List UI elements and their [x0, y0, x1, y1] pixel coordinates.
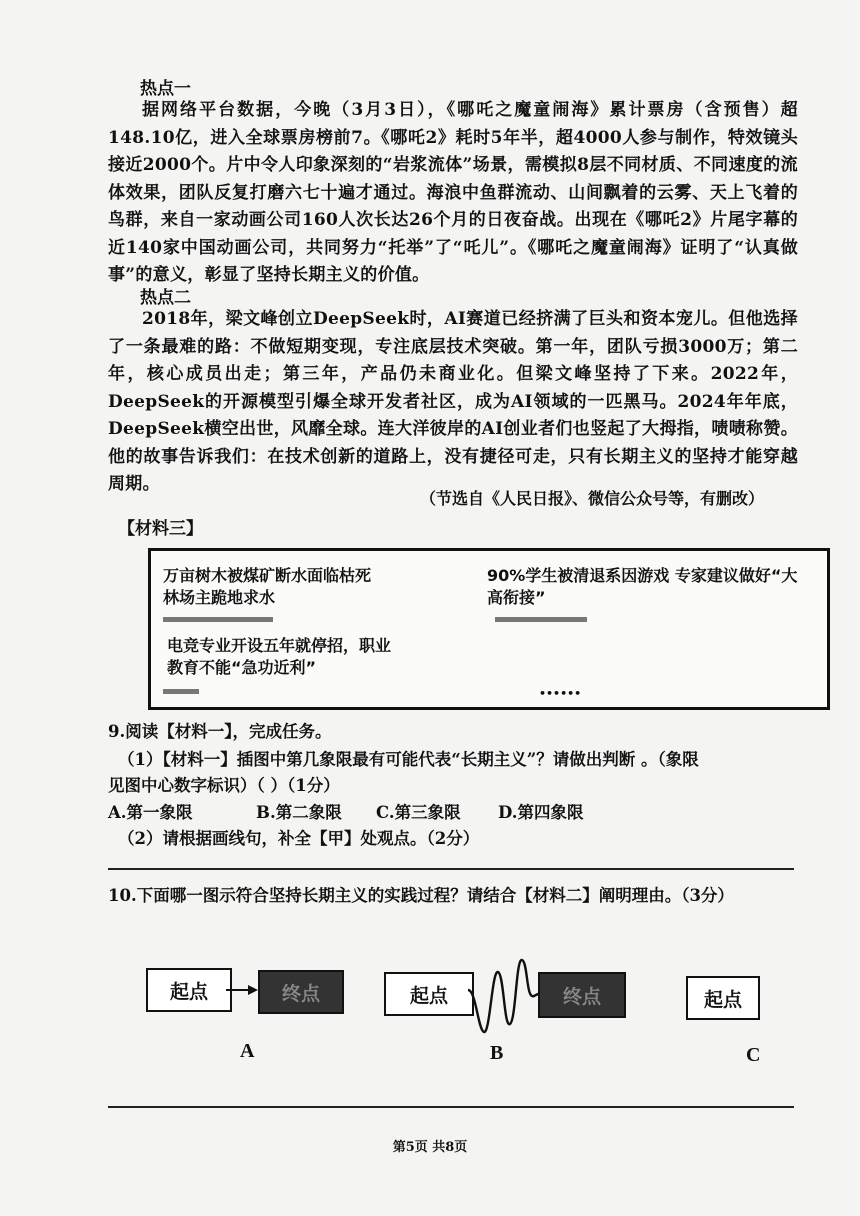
q9-sub2: （2）请根据画线句，补全【甲】处观点。（2分） [118, 829, 480, 848]
news-item-2-line2: 高衔接” [487, 588, 546, 607]
diagram-a-end: 终点 [258, 970, 344, 1014]
diagram-b-label: B [490, 1042, 504, 1064]
news-item-3-line1: 电竞专业开设五年就停招，职业 [167, 636, 392, 655]
news-item-3-meta [163, 689, 199, 694]
news-item-2-meta [495, 617, 587, 622]
hot1-paragraph: 据网络平台数据，今晚（3月3日），《哪吒之魔童闹海》累计票房（含预售）超148.10亿，进入全球票房榜前7。《哪吒2》耗时5年半，超4000人参与制作，特效镜头接近2000个。片中令人印象深刻的“岩浆流体”场景，需模拟8层不同材质、不同速度的流体效果，团队反复打磨六七十遍才通过。海浪中鱼群流动、山间飘着的云雾、天上飞着的鸟群，来自一家动画公司160人次长达26个月的日夜奋战。出现在《哪吒2》片尾字幕的近140家中国动画公司，共同努力“托举”了“吒儿”。《哪吒之魔童闹海》证明了“认真做事”的意义，彰显了坚持长期主义的价值。 [108, 100, 798, 285]
news-item-1 [163, 565, 371, 609]
diagram-a-label: A [240, 1040, 255, 1062]
hot2-title: 热点二 [140, 288, 191, 308]
diagram-a-arrow [226, 980, 260, 1000]
diagram-b-wave [468, 950, 548, 1040]
hot1-title: 热点一 [140, 79, 191, 99]
diagram-c-label: C [746, 1044, 761, 1066]
news-headlines-box [148, 548, 830, 710]
news-item-2-line1: 90%学生被清退系因游戏 专家建议做好“大 [487, 566, 798, 585]
diagram-b-start: 起点 [384, 972, 474, 1016]
q9-title: 9.阅读【材料一】，完成任务。 [108, 722, 332, 741]
diagram-a-start: 起点 [146, 968, 232, 1012]
material3-label: 【材料三】 [118, 519, 203, 539]
news-item-1-line2: 林场主跪地求水 [163, 588, 276, 607]
news-item-1-line1: 万亩树木被煤矿断水面临枯死 [163, 566, 372, 585]
divider-top [108, 868, 794, 870]
news-item-3 [167, 635, 391, 679]
news-item-3-line2: 教育不能“急功近利” [167, 658, 317, 677]
page-footer: 第5页 共8页 [392, 1140, 468, 1155]
news-item-2 [487, 565, 797, 609]
q9-option-a: A.第一象限 [108, 803, 193, 822]
news-ellipsis: •••••• [539, 687, 582, 700]
news-item-1-meta [163, 617, 273, 622]
diagram-b-end: 终点 [538, 972, 626, 1018]
q9-sub1-line1: （1）【材料一】插图中第几象限最有可能代表“长期主义”？请做出判断 。（象限 [118, 750, 699, 769]
diagram-c-start: 起点 [686, 976, 760, 1020]
q9-option-c: C.第三象限 [376, 803, 461, 822]
q9-option-b: B.第二象限 [256, 803, 342, 822]
q10-title: 10.下面哪一图示符合坚持长期主义的实践过程？请结合【材料二】阐明理由。（3分） [108, 886, 734, 905]
source-note: （节选自《人民日报》、微信公众号等，有删改） [420, 489, 765, 508]
q9-option-d: D.第四象限 [498, 803, 584, 822]
hot2-paragraph: 2018年，梁文峰创立DeepSeek时，AI赛道已经挤满了巨头和资本宠儿。但他选择了一条最难的路：不做短期变现，专注底层技术突破。第一年，团队亏损3000万；第二年，核心成员出走；第三年，产品仍未商业化。但梁文峰坚持了下来。2022年，DeepSeek的开源模型引爆全球开发者社区，成为AI领域的一匹黑马。2024年年底，DeepSeek横空出世，风靡全球。连大洋彼岸的AI创业者们也竖起了大拇指，啧啧称赞。他的故事告诉我们：在技术创新的道路上，没有捷径可走，只有长期主义的坚持才能穿越周期。 [108, 309, 798, 494]
q9-sub1-line2: 见图中心数字标识）（ ）（1分） [108, 776, 340, 795]
divider-bottom [108, 1106, 794, 1108]
